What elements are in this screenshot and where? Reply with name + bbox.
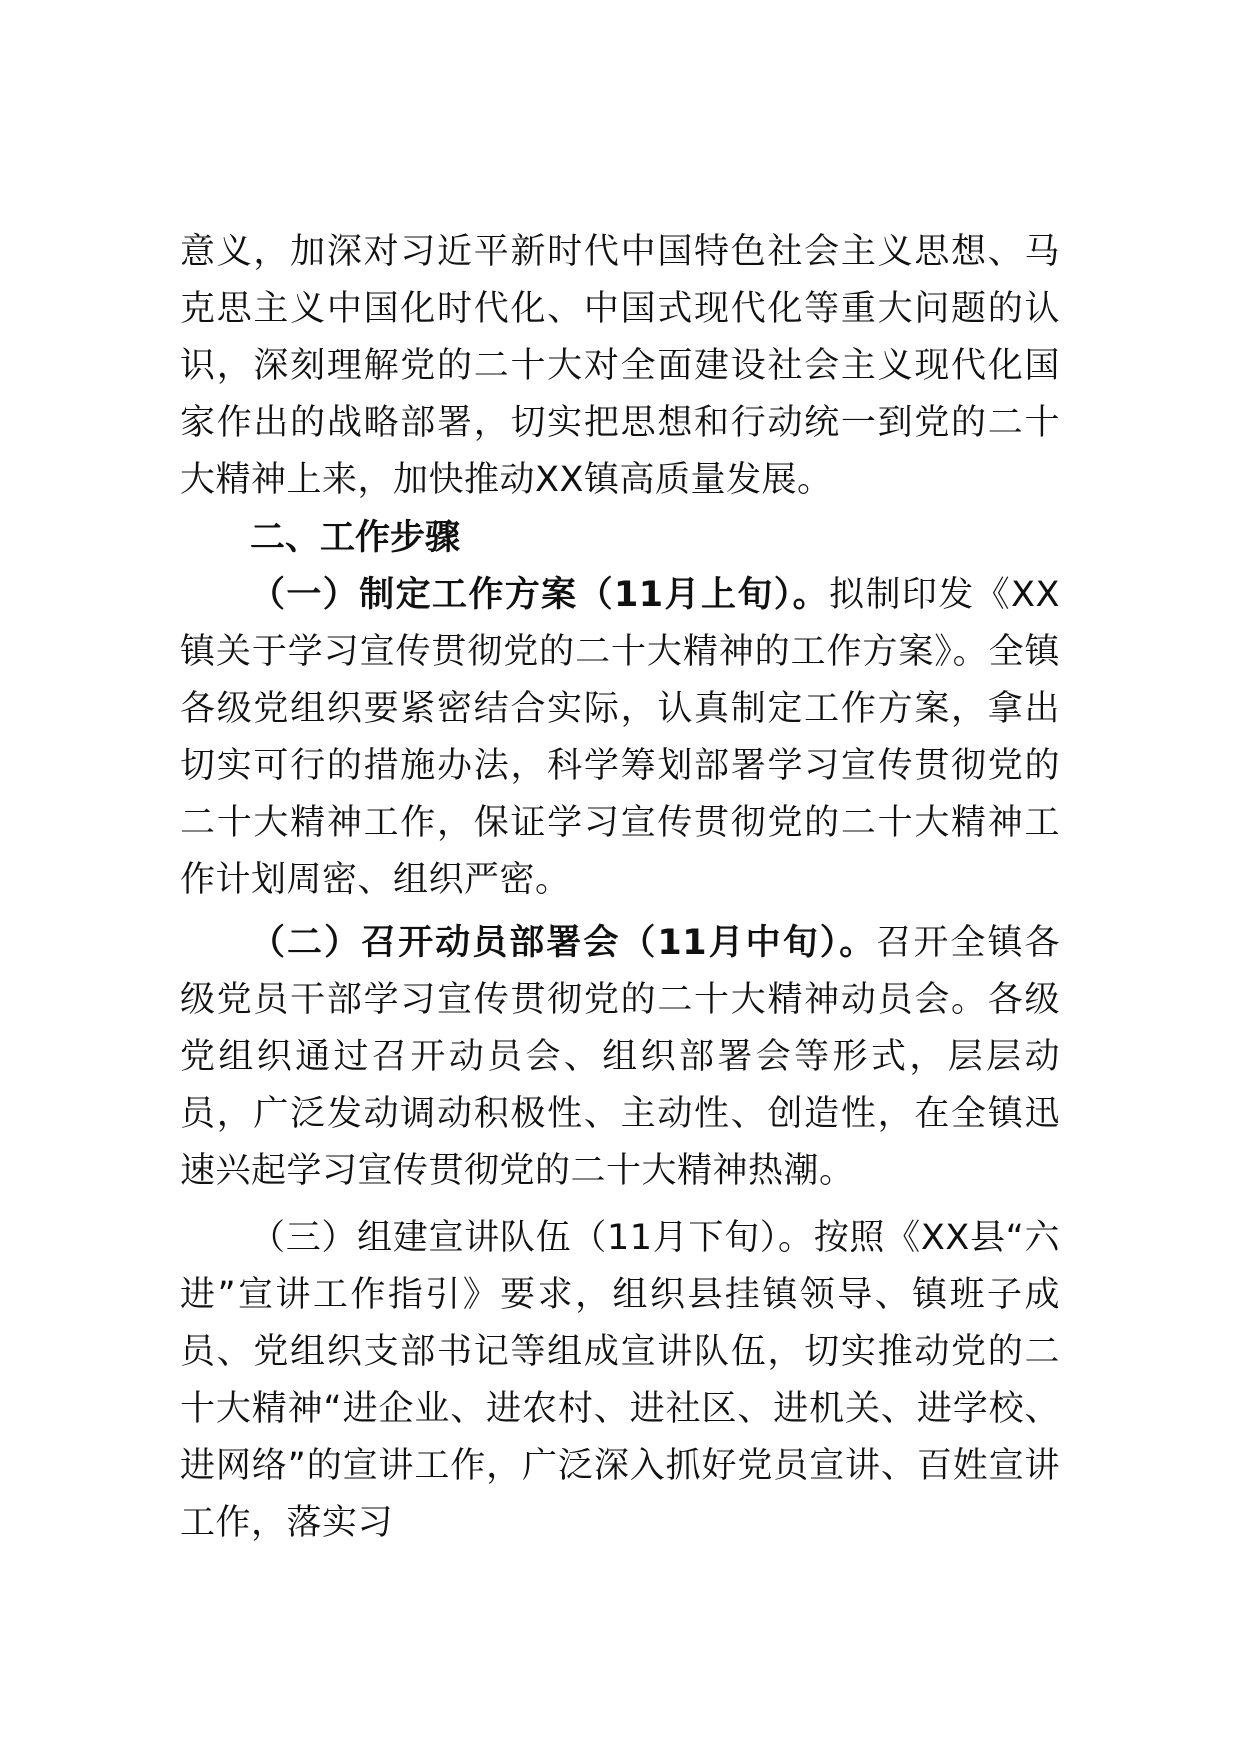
step-2-title: （二）召开动员部署会（11月中旬）。 xyxy=(250,923,877,963)
step-1-title: （一）制定工作方案（11月上旬）。 xyxy=(250,575,830,615)
step-3-title: （三）组建宣讲队伍（11月下旬）。 xyxy=(250,1218,814,1258)
step-1-body: 拟制印发《XX镇关于学习宣传贯彻党的二十大精神的工作方案》。全镇各级党组织要紧密结合实际，认真制定工作方案，拿出切实可行的措施办法，科学筹划部署学习宣传贯彻党的二十大精神工作，保证学习宣传贯彻党的二十大精神工作计划周密、组织严密。 xyxy=(180,575,1060,900)
section-heading: 二、工作步骤 xyxy=(250,518,461,558)
intro-paragraph: 意义，加深对习近平新时代中国特色社会主义思想、马克思主义中国化时代化、中国式现代化等重大问题的认识，深刻理解党的二十大对全面建设社会主义现代化国家作出的战略部署，切实把思想和行动统一到党的二十大精神上来，加快推动XX镇高质量发展。 xyxy=(180,232,1060,500)
step-3-paragraph xyxy=(180,1210,1060,1552)
step-3-body: 按照《XX县“六进”宣讲工作指引》要求，组织县挂镇领导、镇班子成员、党组织支部书记等组成宣讲队伍，切实推动党的二十大精神“进企业、进农村、进社区、进机关、进学校、进网络”的宣讲工作，广泛深入抓好党员宣讲、百姓宣讲工作，落实习 xyxy=(180,1218,1060,1543)
step-2-paragraph xyxy=(180,915,1060,1200)
step-2-body: 召开全镇各级党员干部学习宣传贯彻党的二十大精神动员会。各级党组织通过召开动员会、组织部署会等形式，层层动员，广泛发动调动积极性、主动性、创造性，在全镇迅速兴起学习宣传贯彻党的二十大精神热潮。 xyxy=(180,923,1060,1191)
step-1-paragraph xyxy=(180,567,1060,909)
